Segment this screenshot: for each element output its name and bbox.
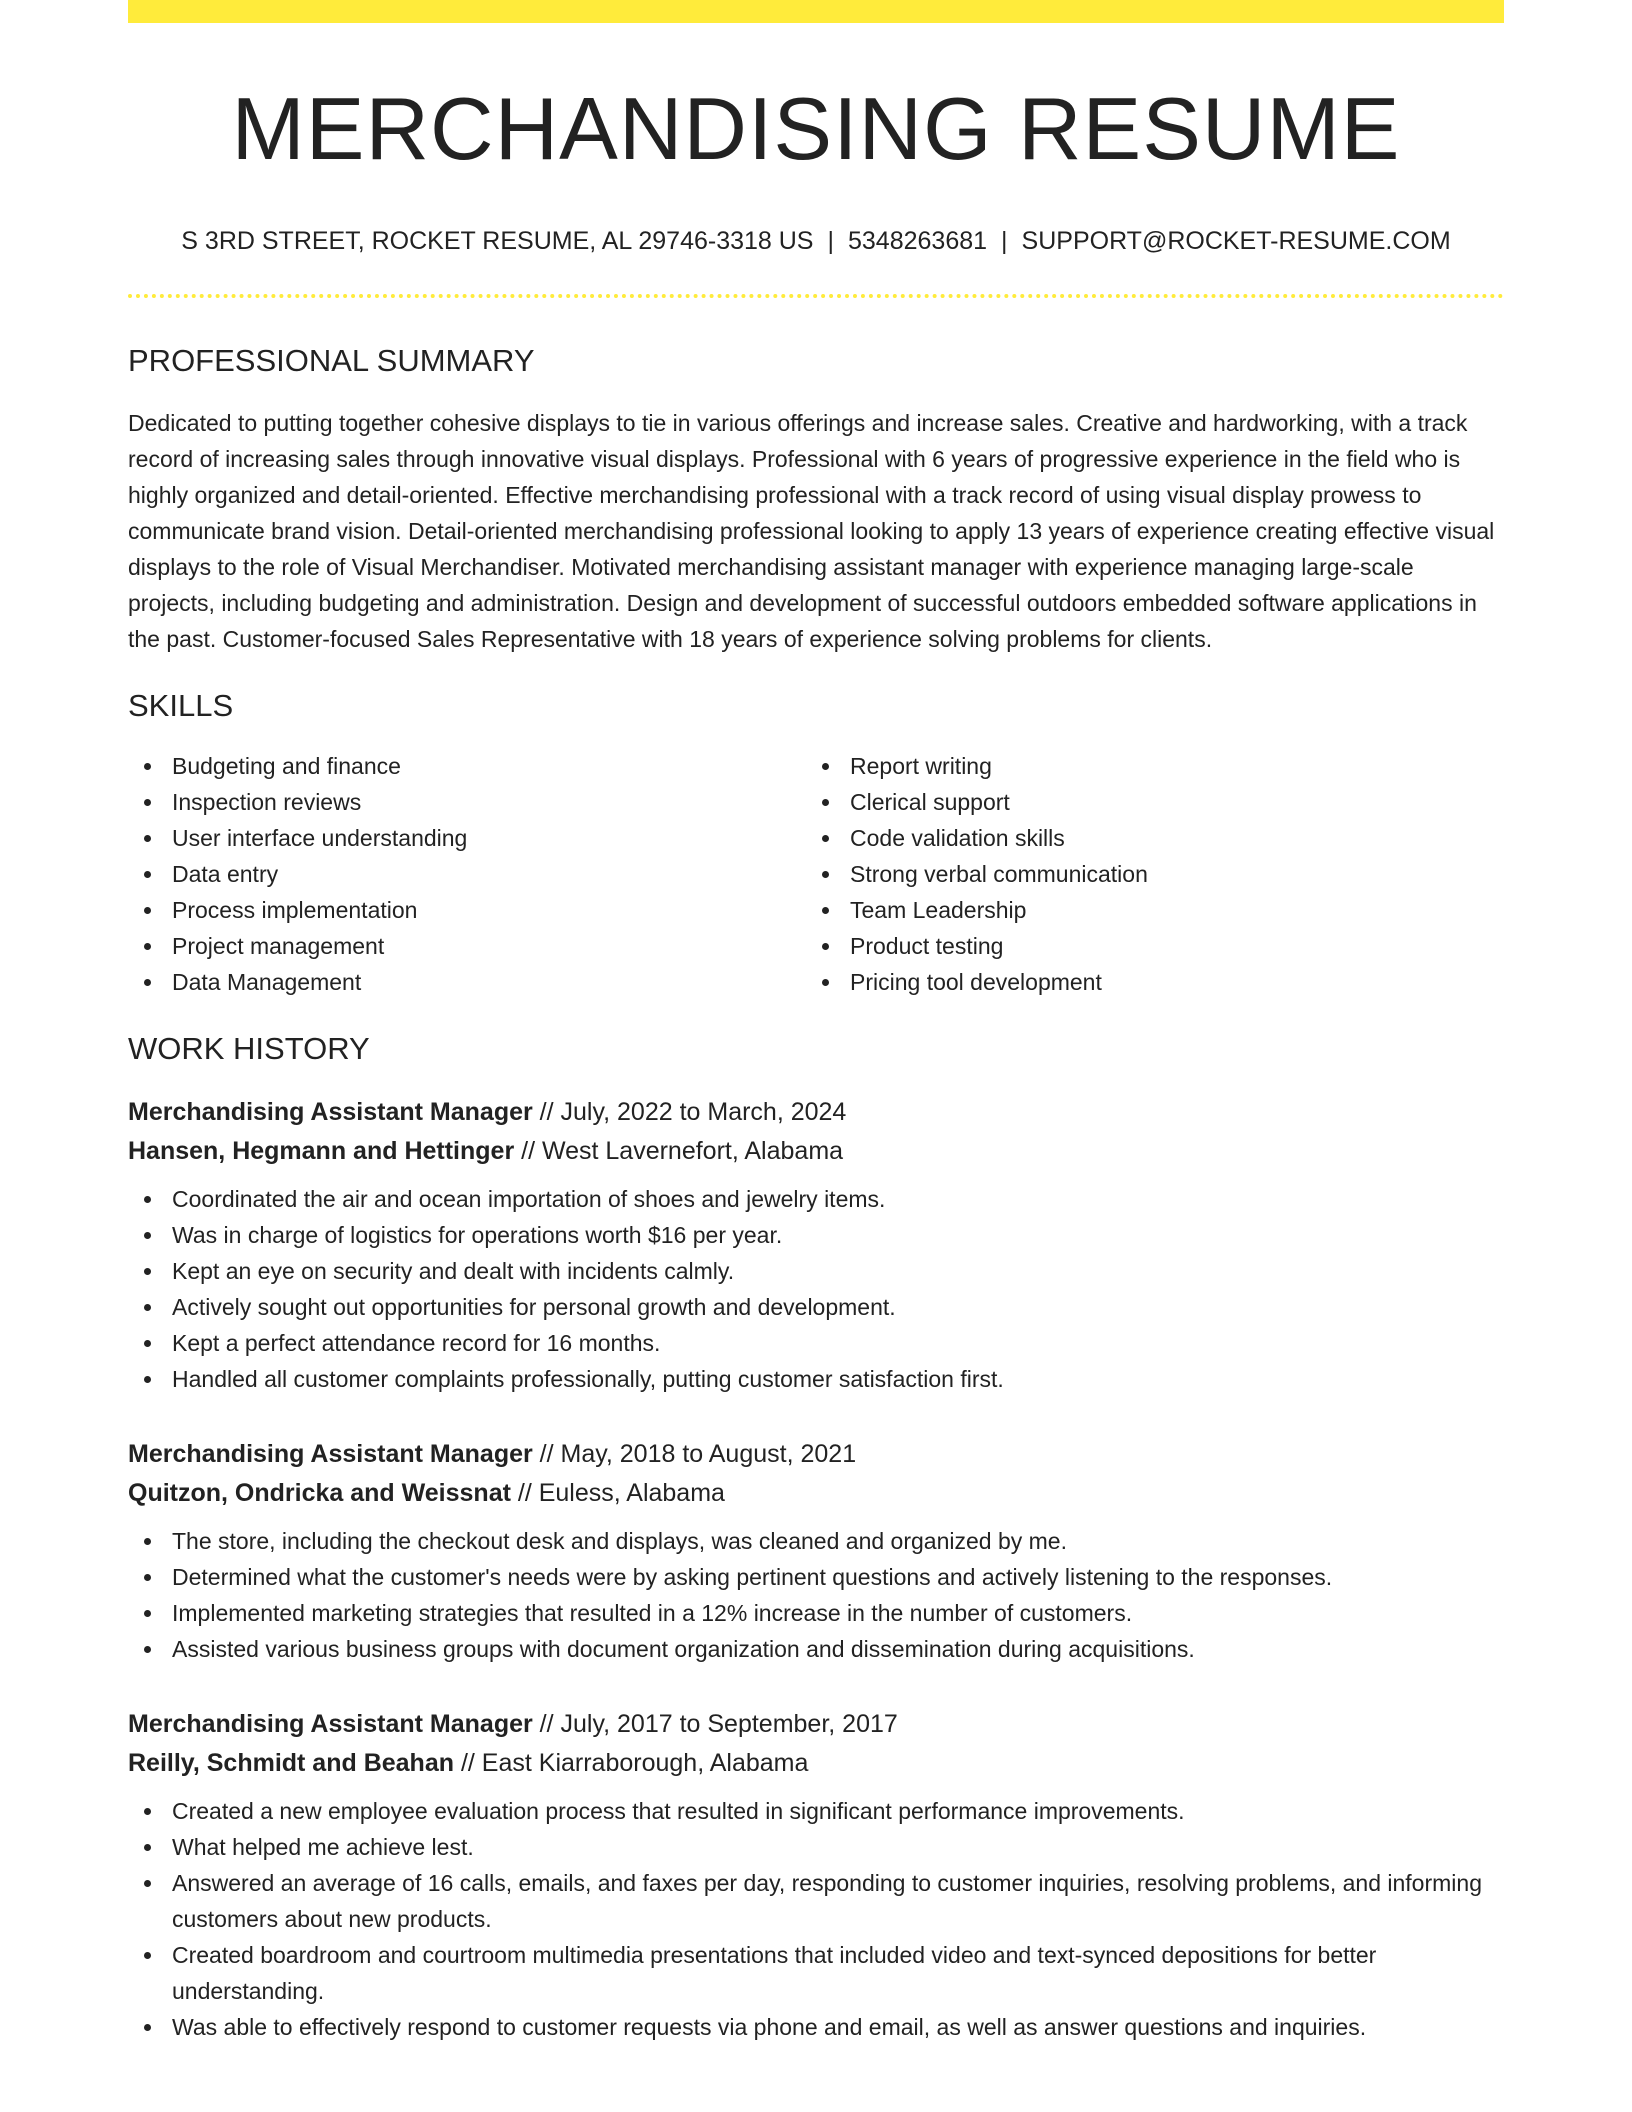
job-bullet: Kept a perfect attendance record for 16 months. [128,1325,1504,1361]
job-entry [128,1705,1504,2045]
job-role-line [128,1435,1504,1474]
job-dates: // July, 2017 to September, 2017 [532,1710,898,1739]
skill-item: Project management [128,928,806,964]
job-role-line [128,1705,1504,1744]
job-bullet: Actively sought out opportunities for personal growth and development. [128,1289,1504,1325]
job-entry [128,1093,1504,1397]
skill-item: Pricing tool development [806,964,1484,1000]
summary-text: Dedicated to putting together cohesive displays to tie in various offerings and increase sales. Creative and hardworking, with a track record of increasing sales through innovative visual displays. Professional with 6 years of progressive experience in the field who is highly organized and detail-oriented. Effective merchandising professional with a track record of using visual display prowess to communicate brand vision. Detail-oriented merchandising professional looking to apply 13 years of experience creating effective visual displays to the role of Visual Merchandiser. Motivated merchandising assistant manager with experience managing large-scale projects, including budgeting and administration. Design and development of successful outdoors embedded software applications in the past. Customer-focused Sales Representative with 18 years of experience solving problems for clients. [128,409,1495,652]
job-location: // West Lavernefort, Alabama [514,1137,844,1166]
job-bullet: Created boardroom and courtroom multimedia presentations that included video and text-synced depositions for better understanding. [128,1937,1504,2009]
skill-item: Clerical support [806,784,1484,820]
job-role: Merchandising Assistant Manager [128,1440,533,1469]
job-bullet: Created a new employee evaluation process that resulted in significant performance improvements. [128,1793,1504,1829]
contact-separator: | [827,226,834,255]
skill-item: Inspection reviews [128,784,806,820]
skill-item: Data Management [128,964,806,1000]
job-company: Quitzon, Ondricka and Weissnat [128,1479,511,1508]
contact-separator: | [1001,226,1008,255]
work-history-heading: WORK HISTORY [128,1031,370,1067]
resume-title: MERCHANDISING RESUME [231,79,1401,178]
job-bullet: Was in charge of logistics for operations worth $16 per year. [128,1217,1504,1253]
job-bullet: Answered an average of 16 calls, emails, and faxes per day, responding to customer inquiries, resolving problems, and informing customers about new products. [128,1865,1504,1937]
job-bullet: What helped me achieve lest. [128,1829,1504,1865]
job-bullets [128,1181,1504,1397]
job-bullet: Was able to effectively respond to customer requests via phone and email, as well as answer questions and inquiries. [128,2009,1504,2045]
skill-item: Team Leadership [806,892,1484,928]
job-dates: // July, 2022 to March, 2024 [532,1098,847,1127]
skills-grid [128,748,1504,1000]
job-bullet: Coordinated the air and ocean importation of shoes and jewelry items. [128,1181,1504,1217]
skill-item: Data entry [128,856,806,892]
skills-right-column [806,748,1484,1000]
job-bullet: The store, including the checkout desk and displays, was cleaned and organized by me. [128,1523,1504,1559]
skill-item: Budgeting and finance [128,748,806,784]
skills-left-column [128,748,806,1000]
job-role-line [128,1093,1504,1132]
job-location: // Euless, Alabama [510,1479,725,1508]
skill-item: Process implementation [128,892,806,928]
job-role: Merchandising Assistant Manager [128,1098,533,1127]
contact-address: S 3RD STREET, ROCKET RESUME, AL 29746-3318 US [181,226,814,255]
skill-item: Strong verbal communication [806,856,1484,892]
job-company-line [128,1744,1504,1783]
job-bullet: Handled all customer complaints professionally, putting customer satisfaction first. [128,1361,1504,1397]
skills-heading: SKILLS [128,687,234,723]
top-accent-bar [128,0,1504,23]
contact-phone: 5348263681 [848,226,988,255]
job-bullet: Determined what the customer's needs were by asking pertinent questions and actively listening to the responses. [128,1559,1504,1595]
job-company: Reilly, Schmidt and Beahan [128,1749,455,1778]
skill-item: User interface understanding [128,820,806,856]
job-dates: // May, 2018 to August, 2021 [532,1440,857,1469]
contact-email: SUPPORT@ROCKET-RESUME.COM [1021,226,1451,255]
job-bullets [128,1523,1504,1667]
skill-item: Product testing [806,928,1484,964]
header-divider [128,294,1504,298]
job-bullet: Kept an eye on security and dealt with incidents calmly. [128,1253,1504,1289]
contact-line [128,226,1504,256]
summary-heading: PROFESSIONAL SUMMARY [128,342,535,378]
resume-page [128,0,1504,2045]
job-entry [128,1435,1504,1667]
skill-item: Code validation skills [806,820,1484,856]
job-bullet: Implemented marketing strategies that resulted in a 12% increase in the number of customers. [128,1595,1504,1631]
job-location: // East Kiarraborough, Alabama [454,1749,809,1778]
job-company-line [128,1132,1504,1171]
job-company-line [128,1474,1504,1513]
job-company: Hansen, Hegmann and Hettinger [128,1137,515,1166]
job-role: Merchandising Assistant Manager [128,1710,533,1739]
job-bullets [128,1793,1504,2045]
skill-item: Report writing [806,748,1484,784]
job-bullet: Assisted various business groups with document organization and dissemination during acquisitions. [128,1631,1504,1667]
